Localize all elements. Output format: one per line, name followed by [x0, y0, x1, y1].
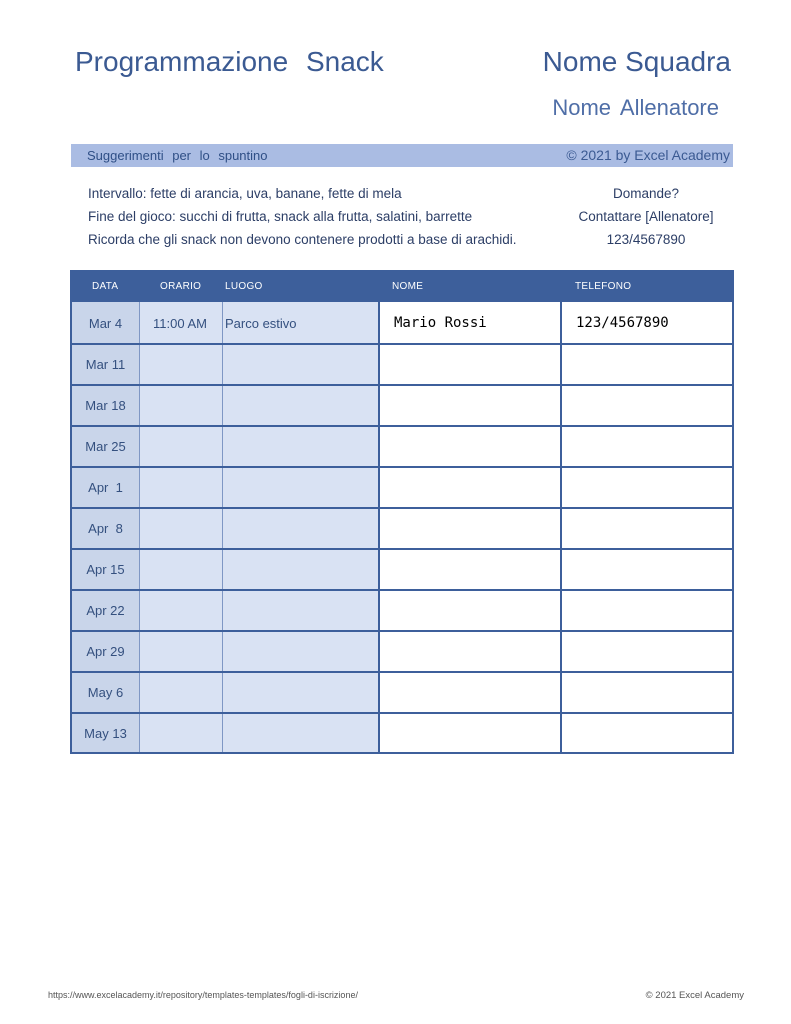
column-divider [139, 302, 140, 752]
row-divider [72, 671, 732, 673]
suggestions-heading: Suggerimenti per lo spuntino [87, 148, 268, 163]
row-divider [72, 466, 732, 468]
contact-phone: 123/4567890 [606, 232, 686, 247]
coach-name: Nome Allenatore [552, 95, 719, 120]
contact-person: Contattare [Allenatore] [578, 209, 714, 224]
table-header [72, 272, 732, 302]
suggestions-banner [71, 144, 733, 167]
cell-data[interactable]: Apr 15 [86, 562, 125, 577]
snack-tips [88, 182, 517, 251]
cell-luogo[interactable]: Parco estivo [225, 316, 297, 331]
row-divider [72, 425, 732, 427]
tip-line: Ricorda che gli snack non devono contenere prodotti a base di arachidi. [88, 232, 517, 247]
page-title: Programmazione Snack [75, 46, 384, 77]
details-column-fill [139, 302, 378, 752]
cell-data[interactable]: Apr 22 [86, 603, 125, 618]
cell-data[interactable]: Apr 8 [88, 521, 123, 536]
footer-url: https://www.excelacademy.it/repository/templates-templates/fogli-di-iscrizione/ [48, 990, 358, 1000]
cell-data[interactable]: Mar 11 [85, 357, 126, 372]
footer-copyright: © 2021 Excel Academy [645, 990, 744, 1001]
header-nome: NOME [392, 281, 424, 292]
row-divider [72, 712, 732, 714]
header-data: DATA [92, 281, 119, 292]
header-luogo: LUOGO [225, 281, 263, 292]
banner-copyright: © 2021 by Excel Academy [566, 147, 730, 163]
cell-telefono[interactable]: 123/4567890 [576, 315, 669, 331]
tip-line: Fine del gioco: succhi di frutta, snack alla frutta, salatini, barrette [88, 209, 473, 224]
row-divider [72, 589, 732, 591]
cell-data[interactable]: May 13 [84, 726, 127, 741]
column-divider [378, 302, 380, 752]
row-divider [72, 548, 732, 550]
cell-orario[interactable]: 11:00 AM [153, 316, 207, 331]
team-name: Nome Squadra [542, 46, 731, 77]
cell-data[interactable]: Mar 18 [85, 398, 126, 413]
cell-nome[interactable]: Mario Rossi [394, 315, 487, 331]
cell-data[interactable]: Apr 29 [86, 644, 125, 659]
row-divider [72, 630, 732, 632]
contact-info [560, 182, 732, 251]
row-divider [72, 507, 732, 509]
contact-question: Domande? [612, 186, 680, 201]
column-divider [222, 302, 223, 752]
cell-data[interactable]: May 6 [87, 685, 124, 700]
header-orario: ORARIO [160, 281, 202, 292]
schedule-table [70, 270, 734, 754]
row-divider [72, 384, 732, 386]
cell-data[interactable]: Mar 4 [88, 316, 123, 331]
header-telefono: TELEFONO [575, 281, 632, 292]
tip-line: Intervallo: fette di arancia, uva, banane, fette di mela [88, 186, 402, 201]
row-divider [72, 343, 732, 345]
cell-data[interactable]: Apr 1 [88, 480, 123, 495]
column-divider [560, 302, 562, 752]
cell-data[interactable]: Mar 25 [85, 439, 126, 454]
